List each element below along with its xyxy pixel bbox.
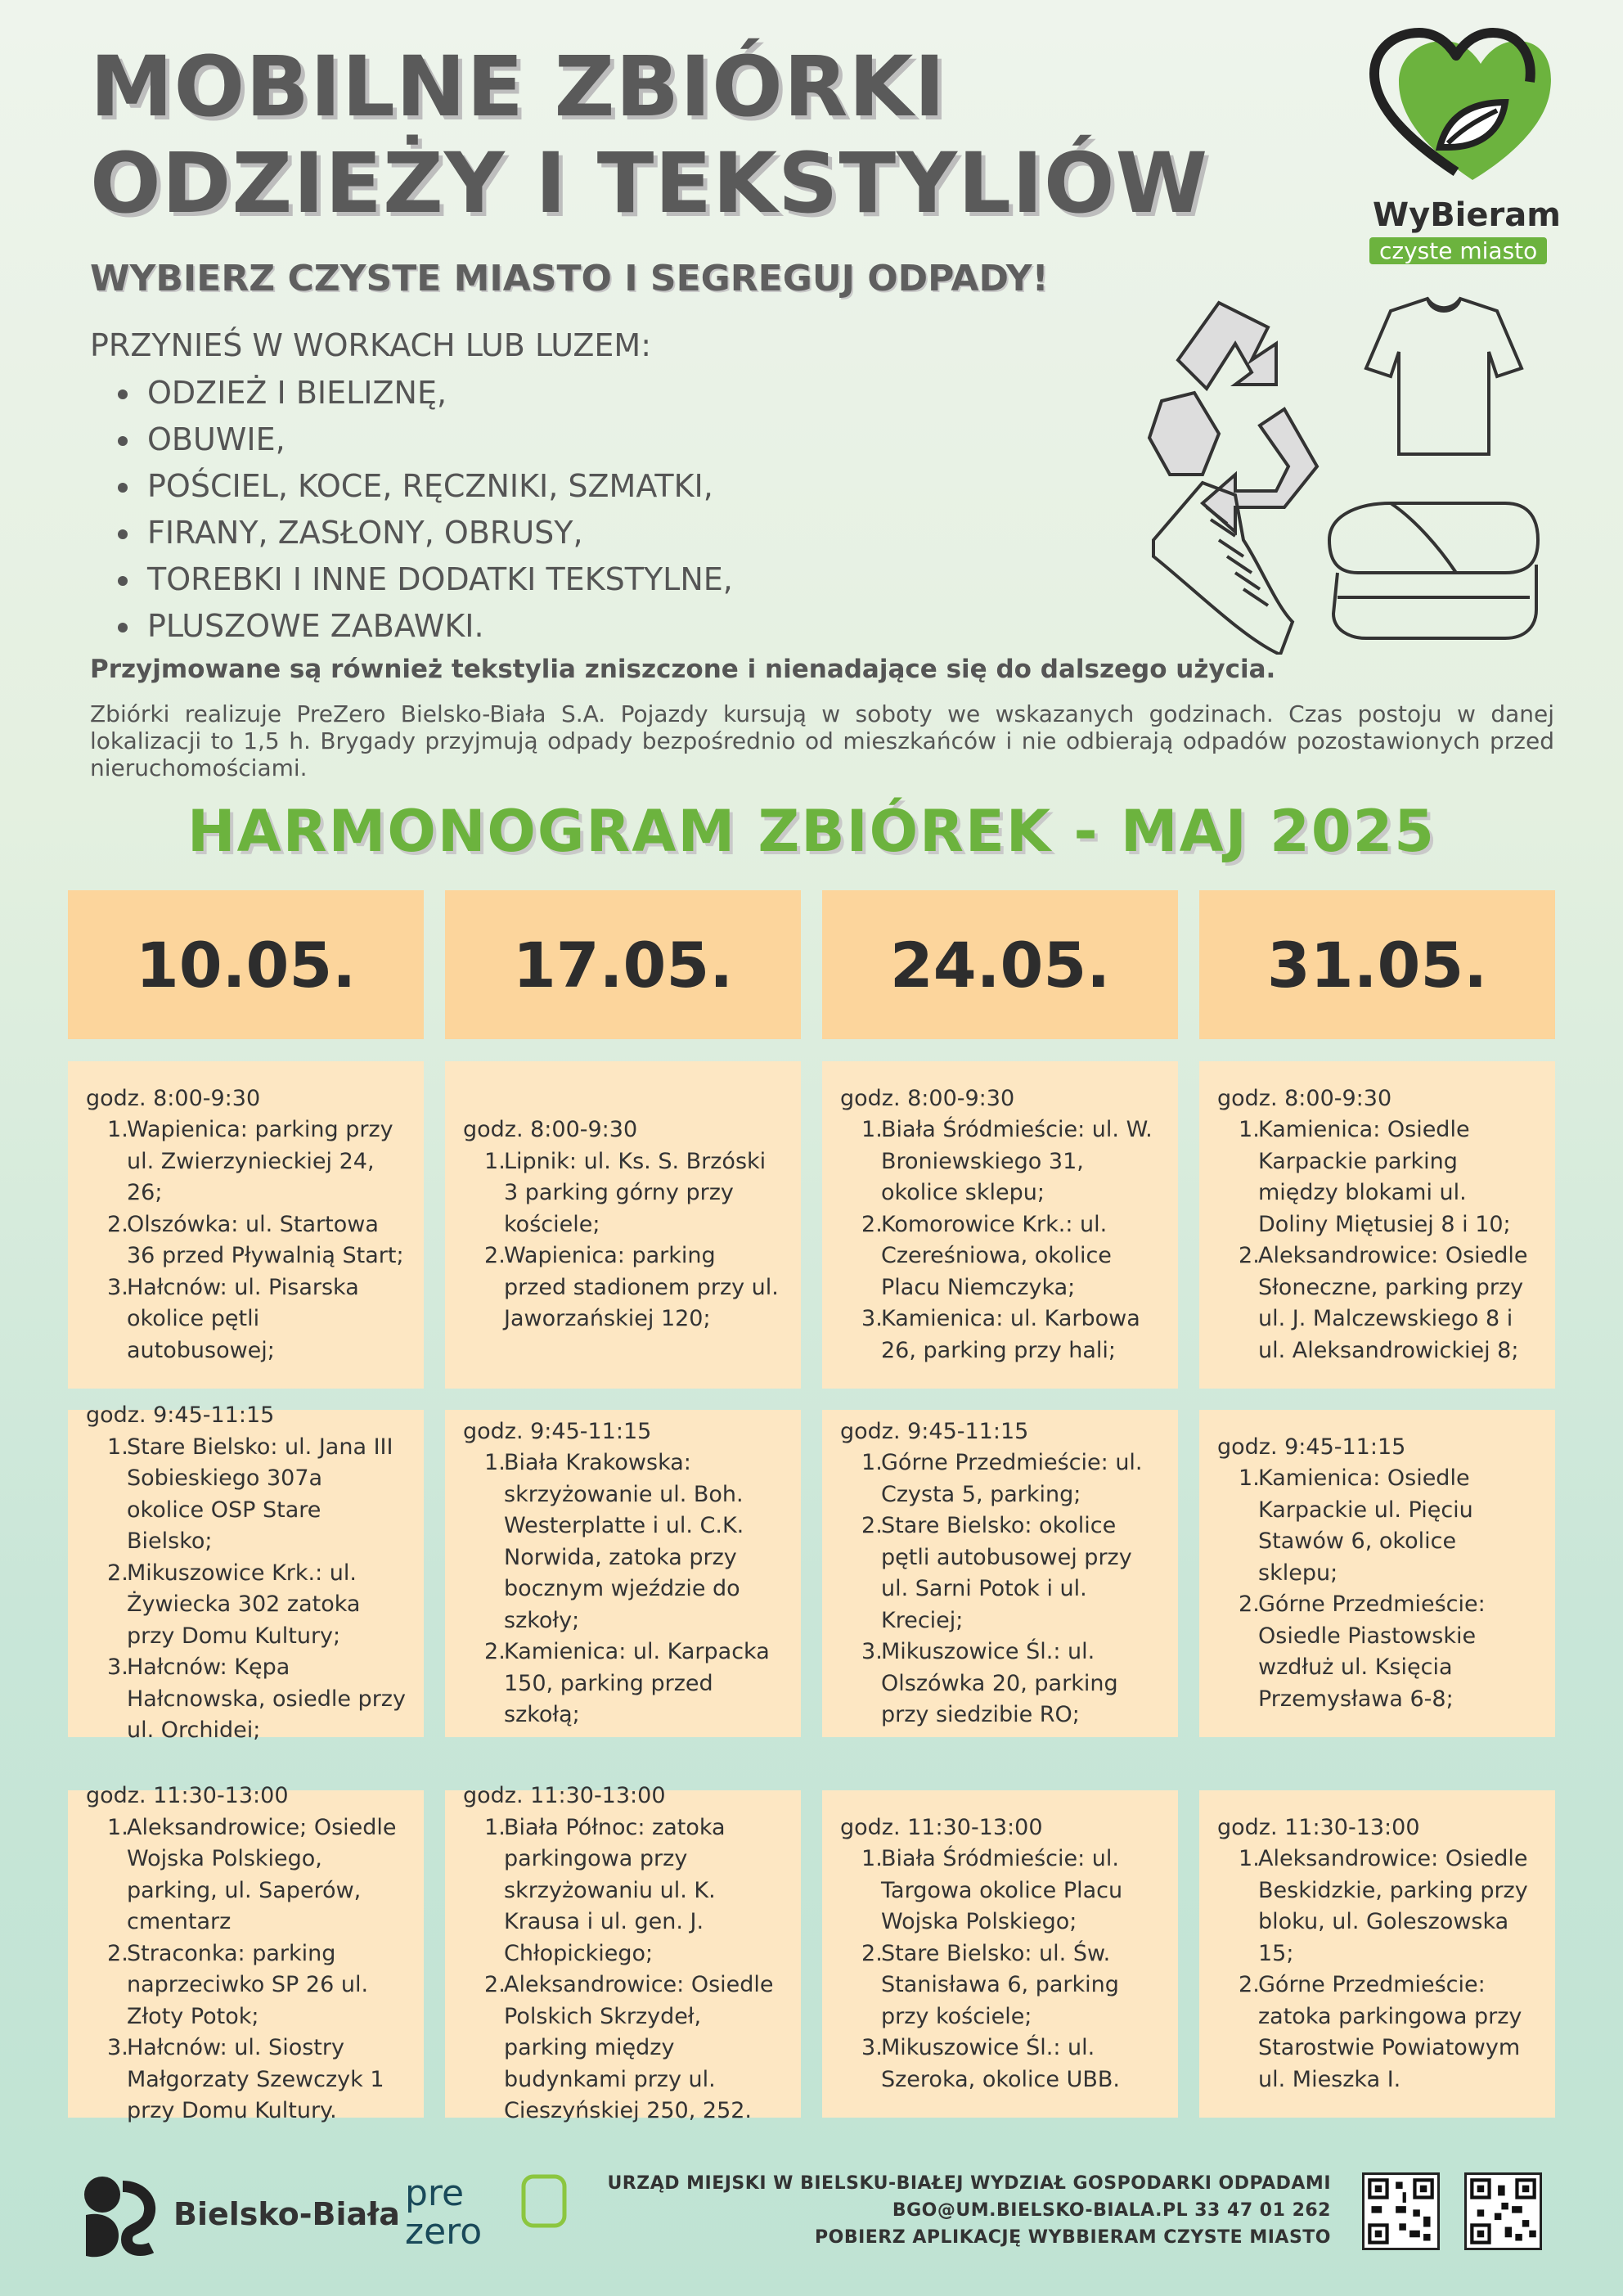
slot-time: godz. 9:45-11:15 [463, 1418, 652, 1444]
location-list [484, 1146, 783, 1335]
location-item: Stare Bielsko: ul. Jana III Sobieskiego 307a okolice OSP Stare Bielsko; [127, 1434, 393, 1555]
slot-time: godz. 8:00-9:30 [1217, 1085, 1392, 1111]
footer-contact [607, 2170, 1331, 2251]
schedule-slot [68, 1402, 424, 1744]
page-subtitle: WYBIERZ CZYSTE MIASTO I SEGREGUJ ODPADY! [90, 258, 1049, 299]
slot-time: godz. 8:00-9:30 [840, 1085, 1015, 1111]
location-item: Biała Śródmieście: ul. W. Broniewskiego 31, okolice sklepu; [881, 1117, 1153, 1206]
location-list [1239, 1463, 1537, 1715]
location-item: Aleksandrowice: Osiedle Beskidzkie, parking przy bloku, ul. Goleszowska 15; [1258, 1846, 1528, 1966]
location-item: Górne Przedmieście: Osiedle Piastowskie wzdłuż ul. Księcia Przemysława 6-8; [1258, 1591, 1486, 1712]
schedule-slot [445, 1410, 801, 1737]
logo-word-czyste-miasto: czyste miasto [1369, 237, 1547, 264]
location-item: Lipnik: ul. Ks. S. Brzóski 3 parking górny przy kościele; [504, 1148, 767, 1237]
location-list [1239, 1844, 1537, 2096]
list-item: POŚCIEL, KOCE, RĘCZNIKI, SZMATKI, [115, 463, 733, 510]
location-list [107, 1432, 406, 1747]
slot-time: godz. 9:45-11:15 [840, 1418, 1029, 1444]
title-line-1: MOBILNE ZBIÓRKI [90, 38, 946, 136]
location-item: Kamienica: ul. Karpacka 150, parking przed szkołą; [504, 1639, 770, 1727]
location-item: Kamienica: Osiedle Karpackie ul. Pięciu Stawów 6, okolice sklepu; [1258, 1465, 1473, 1586]
slot-time: godz. 11:30-13:00 [86, 1783, 289, 1809]
slot-time: godz. 8:00-9:30 [86, 1085, 261, 1111]
location-item: Kamienica: ul. Karbowa 26, parking przy hali; [881, 1306, 1140, 1363]
footer-line-office: URZĄD MIEJSKI W BIELSKU-BIAŁEJ WYDZIAŁ GOSPODARKI ODPADAMI [607, 2173, 1331, 2194]
schedule-slot [445, 1061, 801, 1389]
title-line-2: ODZIEŻY I TEKSTYLIÓW [90, 135, 1209, 232]
schedule-slot [822, 1410, 1178, 1737]
list-item: OBUWIE, [115, 416, 733, 463]
location-list [1239, 1114, 1537, 1366]
schedule-slot [822, 1790, 1178, 2118]
schedule-slot [1199, 1061, 1555, 1389]
accepted-note: Przyjmowane są również tekstylia zniszczone i nienadające się do dalszego użycia. [90, 655, 1276, 684]
wybieram-logo [1350, 25, 1562, 262]
location-item: Hałcnów: ul. Pisarska okolice pętli autobusowej; [127, 1274, 359, 1363]
footer-line-contact: BGO@UM.BIELSKO-BIALA.PL 33 47 01 262 [892, 2200, 1331, 2221]
location-item: Stare Bielsko: ul. Św. Stanisława 6, parking przy kościele; [881, 1940, 1119, 2029]
location-item: Kamienica: Osiedle Karpackie parking między blokami ul. Doliny Miętusiej 8 i 10; [1258, 1117, 1511, 1237]
schedule-slot [68, 1061, 424, 1389]
location-item: Biała Śródmieście: ul. Targowa okolice Placu Wojska Polskiego; [881, 1846, 1123, 1935]
location-item: Hałcnów: ul. Siostry Małgorzaty Szewczyk 1 przy Domu Kultury. [127, 2035, 384, 2124]
prezero-line1: pre [405, 2172, 465, 2214]
slot-time: godz. 9:45-11:15 [86, 1402, 275, 1429]
tshirt-icon [1366, 299, 1522, 454]
date-header: 17.05. [445, 890, 801, 1039]
info-paragraph: Zbiórki realizuje PreZero Bielsko-Biała S.A. Pojazdy kursują w soboty we wskazanych godzinach. Czas postoju w danej lokalizacji to 1,5 h. Brygady przyjmują odpady bezpośrednio od mieszkańców i nie odbierają odpadów pozostawionych przed nieruchomościami. [90, 700, 1554, 781]
accepted-items-list [115, 370, 733, 650]
slot-time: godz. 11:30-13:00 [463, 1783, 666, 1809]
location-list [107, 1812, 406, 2127]
intro-heading: PRZYNIEŚ W WORKACH LUB LUZEM: [90, 327, 652, 363]
location-item: Biała Północ: zatoka parkingowa przy skrzyżowaniu ul. K. Krausa i ul. gen. J. Chłopickiego; [504, 1814, 726, 1966]
footer-line-app: POBIERZ APLIKACJĘ WYBBIERAM CZYSTE MIASTO [815, 2227, 1331, 2248]
location-item: Hałcnów: Kępa Hałcnowska, osiedle przy ul. Orchidei; [127, 1654, 406, 1744]
schedule-slot [1199, 1790, 1555, 2118]
list-item: TOREBKI I INNE DODATKI TEKSTYLNE, [115, 556, 733, 603]
location-item: Biała Krakowska: skrzyżowanie ul. Boh. Westerplatte i ul. C.K. Norwida, zatoka przy bocznym wjeździe do szkoły; [504, 1450, 744, 1633]
heart-leaf-icon [1350, 25, 1562, 196]
location-item: Górne Przedmieście: zatoka parkingowa przy Starostwie Powiatowym ul. Mieszka I. [1258, 1972, 1522, 2092]
location-item: Mikuszowice Śl.: ul. Olszówka 20, parking przy siedzibie RO; [881, 1639, 1118, 1727]
location-item: Aleksandrowice: Osiedle Słoneczne, parking przy ul. J. Malczewskiego 8 i ul. Aleksandrowickiej 8; [1258, 1243, 1528, 1363]
slot-time: godz. 8:00-9:30 [463, 1117, 638, 1143]
location-item: Aleksandrowice: Osiedle Polskich Skrzydeł, parking między budynkami przy ul. Cieszyńskiej 250, 252. [504, 1972, 774, 2124]
location-item: Wapienica: parking przy ul. Zwierzynieckiej 24, 26; [127, 1117, 393, 1206]
location-item: Górne Przedmieście: ul. Czysta 5, parking; [881, 1450, 1143, 1507]
location-list [861, 1844, 1160, 2096]
prezero-line2: zero [405, 2211, 483, 2250]
page-title [90, 39, 1208, 232]
location-item: Komorowice Krk.: ul. Czereśniowa, okolice Placu Niemczyka; [881, 1211, 1112, 1300]
logo-word-wybieram: WyBieram [1373, 196, 1561, 234]
location-item: Stare Bielsko: okolice pętli autobusowej przy ul. Sarni Potok i ul. Kreciej; [881, 1513, 1132, 1633]
bielsko-biala-logo-icon [78, 2170, 160, 2260]
schedule-slot [445, 1783, 801, 2124]
location-item: Wapienica: parking przed stadionem przy ul. Jaworzańskiej 120; [504, 1243, 779, 1332]
list-item: ODZIEŻ I BIELIZNĘ, [115, 370, 733, 416]
schedule-slot [1199, 1410, 1555, 1737]
recycle-icon [1149, 303, 1317, 532]
bielsko-biala-text: Bielsko-Biała [173, 2196, 400, 2232]
location-list [484, 1447, 783, 1731]
qr-code-icon[interactable] [1464, 2172, 1542, 2250]
schedule-title: HARMONOGRAM ZBIÓREK - MAJ 2025 [187, 798, 1436, 865]
location-item: Olszówka: ul. Startowa 36 przed Pływalnią Start; [127, 1211, 404, 1269]
location-item: Mikuszowice Krk.: ul. Żywiecka 302 zatoka przy Domu Kultury; [127, 1560, 361, 1649]
illustrations [1145, 295, 1554, 655]
date-header: 31.05. [1199, 890, 1555, 1039]
list-item: FIRANY, ZASŁONY, OBRUSY, [115, 510, 733, 556]
slot-time: godz. 11:30-13:00 [1217, 1814, 1420, 1840]
list-item: PLUSZOWE ZABAWKI. [115, 603, 733, 650]
location-list [484, 1812, 783, 2127]
location-list [107, 1114, 406, 1366]
location-item: Straconka: parking naprzeciwko SP 26 ul. Złoty Potok; [127, 1940, 369, 2029]
slot-time: godz. 11:30-13:00 [840, 1814, 1043, 1840]
location-item: Mikuszowice Śl.: ul. Szeroka, okolice UBB. [881, 2035, 1120, 2092]
location-item: Aleksandrowice; Osiedle Wojska Polskiego, parking, ul. Saperów, cmentarz [127, 1814, 397, 1935]
date-header: 10.05. [68, 890, 424, 1039]
slot-time: godz. 9:45-11:15 [1217, 1434, 1406, 1460]
prezero-logo [401, 2168, 573, 2250]
location-list [861, 1114, 1160, 1366]
schedule-slot [822, 1061, 1178, 1389]
date-header: 24.05. [822, 890, 1178, 1039]
folded-towels-icon [1329, 503, 1538, 638]
schedule-slot [68, 1783, 424, 2124]
qr-code-icon[interactable] [1362, 2172, 1440, 2250]
location-list [861, 1447, 1160, 1731]
